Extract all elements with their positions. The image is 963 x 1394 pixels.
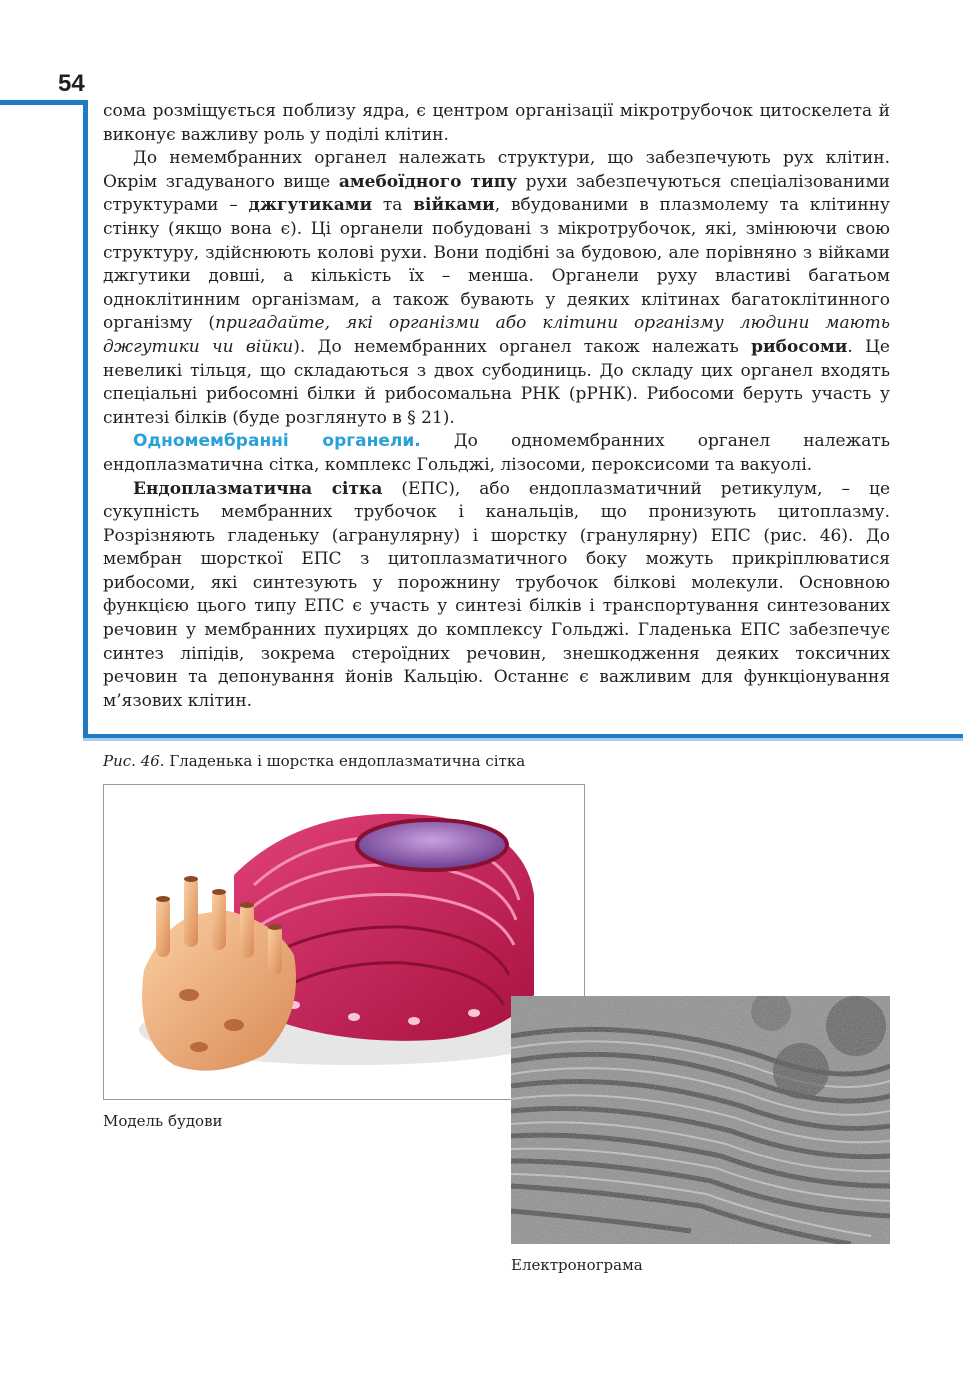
figure-caption: Рис. 46. Гладенька і шорстка ендоплазматична сітка xyxy=(103,752,526,770)
term-er: Ендоплазматична сітка xyxy=(133,478,383,499)
paragraph-4: Ендоплазматична сітка (ЕПС), або ендоплазматичний ретикулум, – це сукупність мембранних трубочок і канальців, що пронизують цитоплазму. Розрізняють гладеньку (агранулярну) і шорстку (гранулярну) ЕПС (рис. 46). До мембран шорсткої ЕПС з цитоплазматичного боку можуть прикріплюватися рибосоми, які синтезують у порожнину трубочок білкові молекули. Основною функцією цього типу ЕПС є участь у синтезі білків і транспортування синтезованих речовин у мембранних пухирцях до комплексу Гольджі. Гладенька ЕПС забезпечує синтез ліпідів, зокрема стероїдних речовин, знешкодження деяких токсичних речовин та депонування йонів Кальцію. Останнє є важливим для функціонування м’язових клітин. xyxy=(103,478,891,711)
recall-question: пригадайте, які організми або клітини організму людини мають джгутики чи війки xyxy=(103,313,890,357)
margin-bar-left xyxy=(83,100,88,736)
section-heading: Одномембранні органели. xyxy=(133,431,421,452)
paragraph-3: Одномембранні органели. До одномембранних органел належать ендоплазматична сітка, комплекс Гольджі, лізосоми, пероксисоми та вакуолі. xyxy=(103,431,890,475)
term-ribosomes: рибосоми xyxy=(751,336,848,357)
term-flagella: джгутиками xyxy=(248,195,373,216)
margin-bar-top xyxy=(0,100,88,105)
main-text xyxy=(103,100,890,713)
figure-number: Рис. 46 xyxy=(103,752,160,770)
paragraph-2: До немембранних органел належать структури, що забезпечують рух клітин. Окрім згадуваного вище амебоїдного типу рухи забезпечуються спеціалізованими структурами – джгутиками та війками, вбудованими в плазмолему та клітинну стінку (якщо вона є). Ці органели побудовані з мікротрубочок, які, змінюючи свою структуру, здійснюють колові рухи. Вони подібні за будовою, але порівняно з війками джгутики довші, а кількість їх – менша. Органели руху властиві багатьом одноклітинним організмам, а також бувають у деяких клітинах багатоклітинного організму (пригадайте, які організми або клітини організму людини мають джгутики чи війки). До немембранних органел також належать рибосоми. Це невеликі тільця, що складаються з двох субодиниць. До складу цих органел входять спеціальні рибосомні білки й рибосомальна РНК (рРНК). Рибосоми беруть участь у синтезі білків (буде розглянуто в § 21). xyxy=(103,148,890,428)
section-divider-shade xyxy=(83,738,963,741)
model-label: Модель будови xyxy=(103,1112,223,1130)
electron-micrograph xyxy=(511,996,890,1244)
page-number: 54 xyxy=(58,70,85,97)
term-amoeboid: амебоїдного типу xyxy=(338,171,518,192)
paragraph-1: сома розміщується поблизу ядра, є центром організації мікротрубочок цитоскелета й виконує важливу роль у поділі клітин. xyxy=(103,101,890,145)
em-label: Електронограма xyxy=(511,1256,643,1274)
term-cilia: війками xyxy=(413,195,495,216)
